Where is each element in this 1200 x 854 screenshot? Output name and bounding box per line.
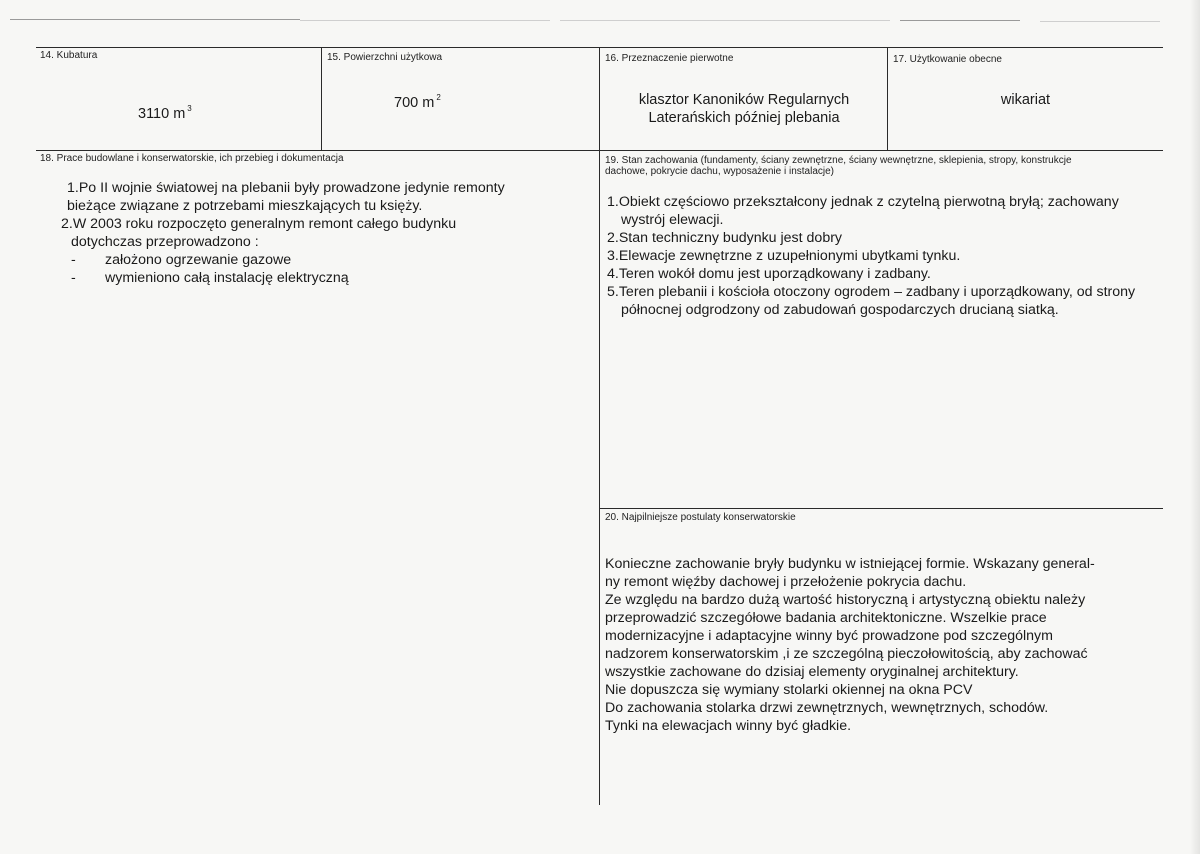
kubatura-value bbox=[138, 100, 192, 123]
postulaty-line: nadzorem konserwatorskim ,i ze szczególną pieczołowitością, aby zachować bbox=[605, 646, 1088, 662]
stan-zachowania-label: 19. Stan zachowania (fundamenty, ściany zewnętrzne, ściany wewnętrzne, sklepienia, stropy, konstrukcje dachowe, pokrycie dachu, wyposażenie i instalacje) bbox=[605, 155, 1072, 177]
kubatura-label: 14. Kubatura bbox=[40, 50, 98, 61]
prace-budowlane-content bbox=[61, 179, 561, 287]
postulaty-line: modernizacyjne i adaptacyjne winny być prowadzone pod szczególnym bbox=[605, 628, 1053, 644]
postulaty-line: Do zachowania stolarka drzwi zewnętrznych, wewnętrznych, schodów. bbox=[605, 700, 1049, 716]
stan-item-3: 3.Elewacje zewnętrzne z uzupełnionymi ubytkami tynku. bbox=[607, 248, 961, 264]
prace-subitem-2-text: wymieniono całą instalację elektryczną bbox=[105, 270, 349, 286]
przeznaczenie-label: 16. Przeznaczenie pierwotne bbox=[605, 53, 734, 64]
przeznaczenie-value bbox=[600, 91, 888, 127]
prace-item-2: 2.W 2003 roku rozpoczęto generalnym remont całego budynku dotychczas przeprowadzono : bbox=[61, 216, 457, 250]
uzytkowanie-label: 17. Użytkowanie obecne bbox=[893, 54, 1002, 65]
stan-item-2: 2.Stan techniczny budynku jest dobry bbox=[607, 230, 843, 246]
scan-artifact-line bbox=[560, 20, 890, 21]
przeznaczenie-line-1: klasztor Kanoników Regularnych bbox=[638, 92, 850, 108]
postulaty-content bbox=[605, 555, 1155, 735]
prace-subitem-1 bbox=[61, 251, 561, 269]
kubatura-exponent: 3 bbox=[187, 104, 192, 113]
stan-item-4: 4.Teren wokół domu jest uporządkowany i zadbany. bbox=[607, 266, 931, 282]
scan-artifact-line bbox=[300, 20, 550, 21]
postulaty-line: Tynki na elewacjach winny być gładkie. bbox=[605, 718, 852, 734]
scan-artifact-line bbox=[10, 19, 300, 20]
postulaty-line: Konieczne zachowanie bryły budynku w istniejącej formie. Wskazany general- bbox=[605, 556, 1095, 572]
scan-artifact-line bbox=[1040, 21, 1160, 22]
postulaty-line: przeprowadzić szczegółowe badania architektoniczne. Wszelkie prace bbox=[605, 610, 1047, 626]
stan-item-1: 1.Obiekt częściowo przekształcony jednak z czytelną pierwotną bryłą; zachowany wystrój elewacji. bbox=[607, 194, 1119, 228]
dash-marker: - bbox=[71, 270, 76, 286]
stan-item-5: 5.Teren plebanii i kościoła otoczony ogrodem – zadbany i uporządkowany, od strony północnej odgrodzony od zabudowań gospodarczych drucianą siatką. bbox=[607, 284, 1136, 318]
column-divider-14-15 bbox=[321, 47, 322, 150]
prace-subitem-2 bbox=[61, 269, 561, 287]
kubatura-number: 3110 m bbox=[138, 106, 186, 122]
powierzchnia-label: 15. Powierzchni użytkowa bbox=[327, 52, 443, 63]
prace-subitem-1-text: założono ogrzewanie gazowe bbox=[105, 252, 292, 268]
postulaty-line: ny remont więźby dachowej i przełożenie pokrycia dachu. bbox=[605, 574, 967, 590]
przeznaczenie-line-2: Laterańskich później plebania bbox=[648, 110, 840, 126]
powierzchnia-value bbox=[394, 89, 441, 112]
stan-zachowania-content bbox=[607, 193, 1152, 319]
prace-item-1: 1.Po II wojnie światowej na plebanii były prowadzone jedynie remonty bieżące związane z potrzebami mieszkających tu księży. bbox=[67, 180, 505, 214]
postulaty-line: Nie dopuszcza się wymiany stolarki okiennej na okna PCV bbox=[605, 682, 973, 698]
dash-marker: - bbox=[71, 252, 76, 268]
column-divider-main bbox=[599, 47, 600, 805]
uzytkowanie-value: wikariat bbox=[1000, 92, 1051, 108]
prace-budowlane-label: 18. Prace budowlane i konserwatorskie, ich przebieg i dokumentacja bbox=[40, 153, 344, 164]
powierzchnia-exponent: 2 bbox=[436, 93, 441, 102]
section-19-20-divider bbox=[599, 508, 1163, 509]
postulaty-label: 20. Najpilniejsze postulaty konserwatorskie bbox=[605, 512, 796, 523]
powierzchnia-number: 700 m bbox=[394, 95, 435, 111]
postulaty-line: Ze względu na bardzo dużą wartość historyczną i artystyczną obiektu należy bbox=[605, 592, 1086, 608]
scan-edge-shadow bbox=[1190, 0, 1200, 854]
postulaty-line: wszystkie zachowane do dzisiaj elementy oryginalnej architektury. bbox=[605, 664, 1019, 680]
scan-artifact-line bbox=[900, 20, 1020, 21]
